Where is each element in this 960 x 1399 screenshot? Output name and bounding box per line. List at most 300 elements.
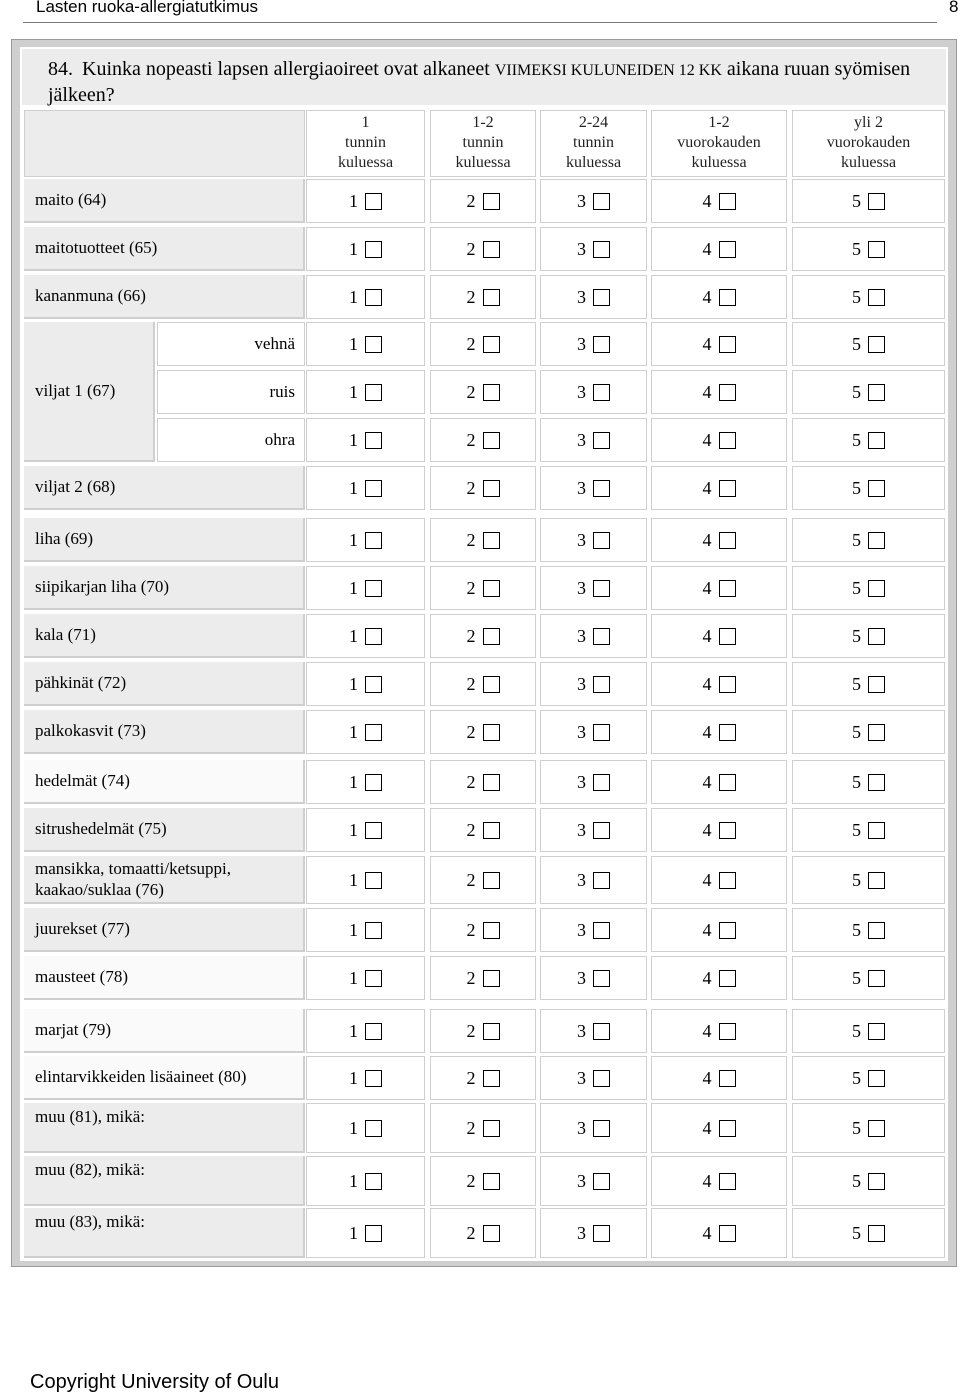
row-label: liha (69) (24, 518, 305, 562)
row-6-option-1 (306, 566, 425, 610)
checkbox[interactable] (868, 432, 885, 449)
checkbox[interactable] (593, 480, 610, 497)
row-11-option-3 (540, 808, 647, 852)
row-11-option-5 (792, 808, 945, 852)
checkbox[interactable] (483, 628, 500, 645)
checkbox[interactable] (593, 193, 610, 210)
row-10-option-1 (306, 760, 425, 804)
grain-3-option-4 (651, 418, 787, 462)
row-label: pähkinät (72) (24, 662, 305, 706)
row-18-option-2 (430, 1156, 536, 1206)
checkbox[interactable] (719, 432, 736, 449)
checkbox[interactable] (593, 432, 610, 449)
option-number: 5 (852, 1170, 861, 1191)
checkbox[interactable] (868, 580, 885, 597)
checkbox[interactable] (483, 289, 500, 306)
checkbox[interactable] (483, 922, 500, 939)
checkbox[interactable] (719, 922, 736, 939)
option-number: 2 (466, 190, 476, 211)
question-text-emphasis: VIIMEKSI KULUNEIDEN 12 KK (494, 62, 722, 79)
option-number: 5 (852, 673, 861, 694)
row-10-option-3 (540, 760, 647, 804)
checkbox[interactable] (365, 724, 382, 741)
option-number: 5 (852, 771, 861, 792)
checkbox[interactable] (868, 872, 885, 889)
row-12-option-2 (430, 856, 536, 904)
checkbox[interactable] (483, 774, 500, 791)
checkbox[interactable] (719, 774, 736, 791)
option-number: 3 (577, 429, 586, 450)
option-number: 3 (577, 529, 586, 550)
option-number: 3 (577, 1020, 586, 1041)
row-11-option-1 (306, 808, 425, 852)
grain-3-option-2 (430, 418, 536, 462)
row-13-option-1 (306, 908, 425, 952)
row-label: maito (64) (24, 179, 305, 223)
grain-sub-label: ruis (157, 370, 305, 414)
row-6-option-5 (792, 566, 945, 610)
option-number: 3 (577, 771, 586, 792)
option-number: 2 (466, 919, 476, 940)
row-17-option-2 (430, 1103, 536, 1153)
checkbox[interactable] (365, 241, 382, 258)
checkbox[interactable] (483, 432, 500, 449)
grain-sub-label: vehnä (157, 322, 305, 366)
column-header-line: vuorokauden (826, 134, 911, 151)
option-number: 2 (466, 1020, 476, 1041)
row-label: muu (82), mikä: (24, 1156, 305, 1206)
checkbox[interactable] (868, 1225, 885, 1242)
checkbox[interactable] (868, 970, 885, 987)
option-number: 1 (349, 1117, 358, 1138)
option-number: 1 (349, 381, 358, 402)
row-8-option-1 (306, 662, 425, 706)
option-number: 2 (466, 286, 476, 307)
row-label: juurekset (77) (24, 908, 305, 952)
option-number: 4 (702, 869, 712, 890)
option-number: 2 (466, 1222, 476, 1243)
column-header-line: 1-2 (472, 114, 494, 131)
column-header-2 (430, 110, 536, 177)
checkbox[interactable] (719, 1120, 736, 1137)
row-1-option-1 (306, 179, 425, 223)
checkbox[interactable] (365, 1070, 382, 1087)
row-2-option-1 (306, 227, 425, 271)
row-7-option-2 (430, 614, 536, 658)
option-number: 1 (349, 529, 358, 550)
checkbox[interactable] (868, 384, 885, 401)
checkbox[interactable] (593, 580, 610, 597)
checkbox[interactable] (719, 193, 736, 210)
row-1-option-4 (651, 179, 787, 223)
checkbox[interactable] (868, 480, 885, 497)
checkbox[interactable] (365, 480, 382, 497)
option-number: 4 (702, 967, 712, 988)
option-number: 4 (702, 771, 712, 792)
option-number: 5 (852, 819, 861, 840)
checkbox[interactable] (868, 628, 885, 645)
row-17-option-4 (651, 1103, 787, 1153)
row-10-option-5 (792, 760, 945, 804)
row-19-option-4 (651, 1208, 787, 1258)
checkbox[interactable] (719, 724, 736, 741)
grain-2-option-4 (651, 370, 787, 414)
option-number: 1 (349, 673, 358, 694)
option-number: 3 (577, 577, 586, 598)
row-7-option-4 (651, 614, 787, 658)
option-number: 4 (702, 1170, 712, 1191)
row-17-option-1 (306, 1103, 425, 1153)
option-number: 5 (852, 967, 861, 988)
checkbox[interactable] (365, 532, 382, 549)
option-number: 4 (702, 919, 712, 940)
row-11-option-4 (651, 808, 787, 852)
row-label: muu (83), mikä: (24, 1208, 305, 1258)
checkbox[interactable] (365, 1225, 382, 1242)
checkbox[interactable] (593, 241, 610, 258)
row-18-option-4 (651, 1156, 787, 1206)
option-number: 3 (577, 1117, 586, 1138)
checkbox[interactable] (365, 193, 382, 210)
column-header-line: tunnin (345, 134, 386, 151)
checkbox[interactable] (719, 289, 736, 306)
row-2-option-3 (540, 227, 647, 271)
checkbox[interactable] (365, 922, 382, 939)
checkbox[interactable] (483, 1023, 500, 1040)
checkbox[interactable] (483, 336, 500, 353)
option-number: 3 (577, 721, 586, 742)
row-4-option-4 (651, 466, 787, 510)
option-number: 5 (852, 721, 861, 742)
checkbox[interactable] (868, 289, 885, 306)
option-number: 1 (349, 721, 358, 742)
option-number: 1 (349, 869, 358, 890)
row-12-option-4 (651, 856, 787, 904)
checkbox[interactable] (868, 532, 885, 549)
row-4-option-5 (792, 466, 945, 510)
option-number: 5 (852, 625, 861, 646)
checkbox[interactable] (719, 480, 736, 497)
option-number: 5 (852, 919, 861, 940)
checkbox[interactable] (868, 336, 885, 353)
row-1-option-2 (430, 179, 536, 223)
question-text (22, 49, 946, 105)
checkbox[interactable] (719, 336, 736, 353)
checkbox[interactable] (719, 1070, 736, 1087)
row-5-option-4 (651, 518, 787, 562)
checkbox[interactable] (483, 532, 500, 549)
option-number: 5 (852, 381, 861, 402)
option-number: 2 (466, 381, 476, 402)
option-number: 5 (852, 429, 861, 450)
checkbox[interactable] (593, 1023, 610, 1040)
checkbox[interactable] (868, 193, 885, 210)
grain-1-option-4 (651, 322, 787, 366)
checkbox[interactable] (719, 241, 736, 258)
row-3-option-4 (651, 275, 787, 319)
option-number: 3 (577, 919, 586, 940)
checkbox[interactable] (719, 628, 736, 645)
row-14-option-4 (651, 956, 787, 1000)
grain-1-option-1 (306, 322, 425, 366)
row-label: mausteet (78) (24, 956, 305, 1000)
footer-copyright: Copyright University of Oulu (30, 1371, 279, 1393)
option-number: 2 (466, 673, 476, 694)
row-17-option-5 (792, 1103, 945, 1153)
row-9-option-3 (540, 710, 647, 754)
row-12-option-3 (540, 856, 647, 904)
option-number: 1 (349, 919, 358, 940)
checkbox[interactable] (365, 336, 382, 353)
checkbox[interactable] (593, 384, 610, 401)
grain-3-option-1 (306, 418, 425, 462)
option-number: 5 (852, 1067, 861, 1088)
checkbox[interactable] (365, 580, 382, 597)
grain-group-label: viljat 1 (67) (24, 322, 155, 462)
option-number: 4 (702, 381, 712, 402)
grain-2-option-3 (540, 370, 647, 414)
row-12-option-1 (306, 856, 425, 904)
option-number: 1 (349, 1020, 358, 1041)
checkbox[interactable] (483, 1070, 500, 1087)
column-header-4 (651, 110, 787, 177)
row-15-option-4 (651, 1009, 787, 1053)
option-number: 4 (702, 1222, 712, 1243)
row-label: viljat 2 (68) (24, 466, 305, 510)
grain-sub-label: ohra (157, 418, 305, 462)
column-header-5 (792, 110, 945, 177)
option-number: 3 (577, 381, 586, 402)
option-number: 5 (852, 1117, 861, 1138)
option-number: 3 (577, 190, 586, 211)
row-16-option-4 (651, 1056, 787, 1100)
option-number: 2 (466, 771, 476, 792)
option-number: 1 (349, 333, 358, 354)
checkbox[interactable] (593, 1225, 610, 1242)
checkbox[interactable] (593, 774, 610, 791)
checkbox[interactable] (868, 1070, 885, 1087)
row-6-option-4 (651, 566, 787, 610)
checkbox[interactable] (593, 628, 610, 645)
option-number: 4 (702, 1117, 712, 1138)
grain-1-option-3 (540, 322, 647, 366)
checkbox[interactable] (365, 384, 382, 401)
option-number: 1 (349, 577, 358, 598)
row-14-option-5 (792, 956, 945, 1000)
checkbox[interactable] (868, 1120, 885, 1137)
checkbox[interactable] (868, 1173, 885, 1190)
checkbox[interactable] (593, 532, 610, 549)
checkbox[interactable] (483, 241, 500, 258)
row-15-option-3 (540, 1009, 647, 1053)
checkbox[interactable] (365, 872, 382, 889)
row-19-option-1 (306, 1208, 425, 1258)
checkbox[interactable] (719, 970, 736, 987)
row-3-option-2 (430, 275, 536, 319)
row-19-option-3 (540, 1208, 647, 1258)
checkbox[interactable] (719, 1023, 736, 1040)
column-header-line: kuluessa (565, 154, 622, 171)
checkbox[interactable] (483, 480, 500, 497)
row-18-option-3 (540, 1156, 647, 1206)
checkbox[interactable] (719, 822, 736, 839)
checkbox[interactable] (365, 970, 382, 987)
checkbox[interactable] (868, 822, 885, 839)
checkbox[interactable] (719, 532, 736, 549)
grain-3-option-3 (540, 418, 647, 462)
checkbox[interactable] (483, 970, 500, 987)
column-header-line: tunnin (573, 134, 614, 151)
row-9-option-1 (306, 710, 425, 754)
option-number: 5 (852, 190, 861, 211)
checkbox[interactable] (593, 872, 610, 889)
checkbox[interactable] (868, 922, 885, 939)
checkbox[interactable] (719, 676, 736, 693)
column-header-line: yli 2 (854, 114, 883, 131)
option-number: 3 (577, 869, 586, 890)
row-label: hedelmät (74) (24, 760, 305, 804)
column-header-line: tunnin (462, 134, 504, 151)
document-header-title: Lasten ruoka-allergiatutkimus (36, 0, 259, 16)
checkbox[interactable] (365, 432, 382, 449)
option-number: 5 (852, 529, 861, 550)
checkbox[interactable] (719, 872, 736, 889)
row-1-option-5 (792, 179, 945, 223)
row-11-option-2 (430, 808, 536, 852)
question-number: 84. (48, 58, 73, 80)
column-header-line: 1-2 (708, 114, 730, 131)
checkbox[interactable] (593, 970, 610, 987)
checkbox[interactable] (365, 628, 382, 645)
row-5-option-5 (792, 518, 945, 562)
checkbox[interactable] (365, 1120, 382, 1137)
option-number: 5 (852, 577, 861, 598)
option-number: 2 (466, 967, 476, 988)
checkbox[interactable] (483, 822, 500, 839)
option-number: 2 (466, 577, 476, 598)
option-number: 5 (852, 869, 861, 890)
checkbox[interactable] (593, 289, 610, 306)
checkbox[interactable] (719, 580, 736, 597)
option-number: 3 (577, 333, 586, 354)
checkbox[interactable] (719, 1173, 736, 1190)
checkbox[interactable] (483, 1173, 500, 1190)
row-label: sitrushedelmät (75) (24, 808, 305, 852)
option-number: 4 (702, 1020, 712, 1041)
checkbox[interactable] (719, 1225, 736, 1242)
row-6-option-2 (430, 566, 536, 610)
checkbox[interactable] (483, 1120, 500, 1137)
option-number: 4 (702, 721, 712, 742)
option-number: 2 (466, 333, 476, 354)
row-3-option-1 (306, 275, 425, 319)
checkbox[interactable] (365, 676, 382, 693)
checkbox[interactable] (365, 1173, 382, 1190)
option-number: 2 (466, 1170, 476, 1191)
checkbox[interactable] (593, 1173, 610, 1190)
row-3-option-3 (540, 275, 647, 319)
checkbox[interactable] (593, 676, 610, 693)
option-number: 1 (349, 625, 358, 646)
checkbox[interactable] (483, 1225, 500, 1242)
row-2-option-2 (430, 227, 536, 271)
checkbox[interactable] (593, 724, 610, 741)
checkbox[interactable] (868, 1023, 885, 1040)
row-9-option-5 (792, 710, 945, 754)
option-number: 4 (702, 238, 712, 259)
grain-1-option-2 (430, 322, 536, 366)
option-number: 4 (702, 429, 712, 450)
row-15-option-2 (430, 1009, 536, 1053)
option-number: 3 (577, 238, 586, 259)
row-4-option-2 (430, 466, 536, 510)
checkbox[interactable] (868, 724, 885, 741)
row-16-option-2 (430, 1056, 536, 1100)
checkbox[interactable] (868, 241, 885, 258)
checkbox[interactable] (483, 193, 500, 210)
column-header-corner (24, 110, 305, 177)
row-2-option-4 (651, 227, 787, 271)
column-header-line: vuorokauden (677, 134, 761, 151)
option-number: 3 (577, 819, 586, 840)
checkbox[interactable] (365, 1023, 382, 1040)
row-9-option-4 (651, 710, 787, 754)
option-number: 5 (852, 1020, 861, 1041)
option-number: 4 (702, 333, 712, 354)
checkbox[interactable] (483, 384, 500, 401)
option-number: 5 (852, 286, 861, 307)
column-header-line: kuluessa (691, 154, 747, 171)
checkbox[interactable] (868, 774, 885, 791)
option-number: 4 (702, 673, 712, 694)
option-number: 2 (466, 721, 476, 742)
checkbox[interactable] (719, 384, 736, 401)
checkbox[interactable] (593, 1120, 610, 1137)
checkbox[interactable] (868, 676, 885, 693)
checkbox[interactable] (593, 822, 610, 839)
checkbox[interactable] (365, 774, 382, 791)
checkbox[interactable] (483, 724, 500, 741)
row-19-option-2 (430, 1208, 536, 1258)
row-12-option-5 (792, 856, 945, 904)
row-label: muu (81), mikä: (24, 1103, 305, 1153)
row-5-option-3 (540, 518, 647, 562)
option-number: 4 (702, 577, 712, 598)
row-18-option-5 (792, 1156, 945, 1206)
option-number: 1 (349, 286, 358, 307)
option-number: 1 (349, 1170, 358, 1191)
row-14-option-1 (306, 956, 425, 1000)
column-header-line: 2-24 (578, 114, 609, 131)
checkbox[interactable] (365, 822, 382, 839)
checkbox[interactable] (593, 336, 610, 353)
row-16-option-5 (792, 1056, 945, 1100)
option-number: 4 (702, 190, 712, 211)
row-7-option-1 (306, 614, 425, 658)
option-number: 2 (466, 1117, 476, 1138)
option-number: 2 (466, 238, 476, 259)
checkbox[interactable] (593, 922, 610, 939)
checkbox[interactable] (483, 676, 500, 693)
checkbox[interactable] (593, 1070, 610, 1087)
row-15-option-1 (306, 1009, 425, 1053)
checkbox[interactable] (365, 289, 382, 306)
checkbox[interactable] (483, 580, 500, 597)
row-10-option-2 (430, 760, 536, 804)
option-number: 1 (349, 477, 358, 498)
checkbox[interactable] (483, 872, 500, 889)
option-number: 3 (577, 1067, 586, 1088)
